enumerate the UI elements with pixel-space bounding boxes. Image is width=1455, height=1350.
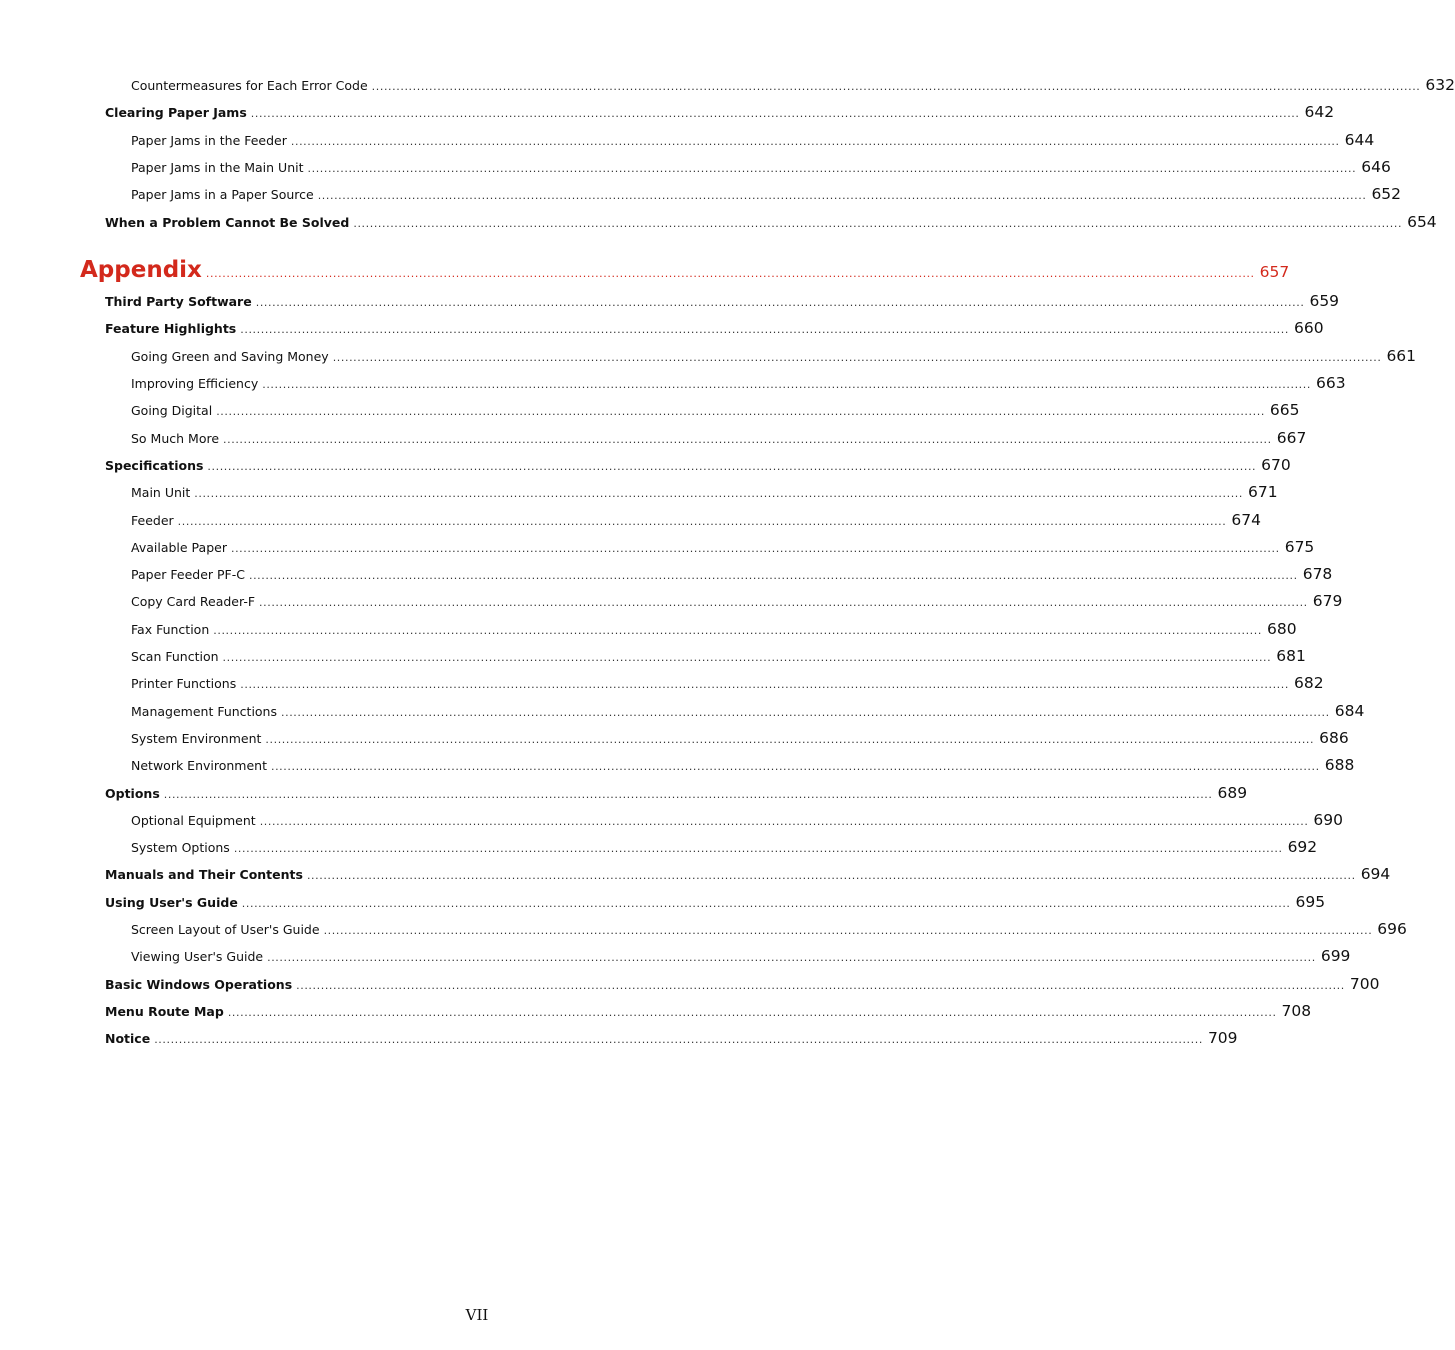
toc-section[interactable]	[0, 319, 1324, 339]
dot-leader: ................................................................................................................................................................................................................................................................	[223, 432, 1272, 446]
toc-section[interactable]	[0, 974, 1380, 995]
toc-subsection[interactable]	[0, 537, 1315, 558]
dot-leader: ................................................................................................................................................................................................................................................................	[332, 350, 1382, 364]
toc-entry[interactable]	[105, 1001, 1312, 1020]
toc-entry-page-number[interactable]: 671	[1248, 483, 1278, 502]
toc-entry[interactable]	[131, 346, 1417, 365]
toc-entry-title[interactable]: Appendix	[80, 256, 202, 283]
toc-entry-title[interactable]: When a Problem Cannot Be Solved	[105, 214, 350, 230]
toc-section[interactable]	[0, 783, 1248, 804]
toc-entry-title[interactable]: Scan Function	[131, 649, 219, 664]
toc-entry[interactable]	[131, 647, 1306, 665]
dot-leader: ................................................................................................................................................................................................................................................................	[371, 80, 1421, 93]
toc-entry[interactable]	[131, 510, 1261, 529]
toc-entry-title[interactable]: Printer Functions	[131, 676, 237, 692]
toc-subsection[interactable]	[0, 947, 1351, 967]
toc-entry-page-number[interactable]: 700	[1349, 974, 1380, 993]
dot-leader: ................................................................................................................................................................................................................................................................	[222, 651, 1272, 664]
toc-subsection[interactable]	[0, 346, 1417, 367]
dot-leader: ................................................................................................................................................................................................................................................................	[227, 1005, 1277, 1019]
toc-entry-page-number[interactable]: 688	[1324, 756, 1355, 775]
toc-subsection[interactable]	[0, 619, 1297, 640]
toc-subsection[interactable]	[0, 185, 1402, 205]
toc-entry-title[interactable]: Clearing Paper Jams	[105, 105, 247, 121]
toc-entry-page-number[interactable]: 663	[1315, 374, 1346, 392]
dot-leader: ................................................................................................................................................................................................................................................................	[250, 107, 1300, 121]
dot-leader: ................................................................................................................................................................................................................................................................	[207, 459, 1257, 473]
toc-entry-page-number[interactable]: 674	[1231, 510, 1261, 529]
toc-entry-title[interactable]: Paper Jams in the Feeder	[131, 132, 287, 148]
toc-entry-page-number[interactable]: 692	[1287, 838, 1318, 857]
toc-entry-title[interactable]: Copy Card Reader-F	[131, 594, 256, 610]
dot-leader: ................................................................................................................................................................................................................................................................	[323, 924, 1373, 937]
toc-subsection[interactable]	[0, 130, 1375, 151]
toc-entry[interactable]	[131, 920, 1407, 938]
toc-entry-title[interactable]: Countermeasures for Each Error Code	[131, 78, 368, 93]
toc-entry-page-number[interactable]: 646	[1361, 157, 1391, 176]
toc-entry-page-number[interactable]: 709	[1207, 1029, 1238, 1048]
dot-leader: ................................................................................................................................................................................................................................................................	[241, 896, 1291, 910]
toc-section[interactable]	[0, 103, 1335, 123]
page-number: VII	[465, 1306, 489, 1324]
dot-leader: ................................................................................................................................................................................................................................................................	[213, 623, 1262, 637]
toc-subsection[interactable]	[0, 510, 1261, 531]
toc-entry-title[interactable]: Notice	[105, 1031, 151, 1047]
toc-section[interactable]	[0, 292, 1340, 312]
toc-subsection[interactable]	[0, 157, 1391, 178]
dot-leader: ................................................................................................................................................................................................................................................................	[177, 514, 1227, 528]
toc-entry-page-number[interactable]: 670	[1261, 455, 1291, 474]
toc-entry-page-number[interactable]: 678	[1302, 565, 1333, 584]
toc-entry[interactable]	[131, 428, 1307, 447]
toc-entry-title[interactable]: Using User's Guide	[105, 894, 238, 910]
dot-leader: ................................................................................................................................................................................................................................................................	[265, 732, 1315, 746]
toc-subsection[interactable]	[0, 483, 1278, 503]
toc-subsection[interactable]	[0, 76, 1455, 96]
dot-leader: ................................................................................................................................................................................................................................................................	[240, 678, 1289, 692]
toc-entry-title[interactable]: Available Paper	[131, 539, 227, 555]
toc-entry[interactable]	[131, 728, 1349, 747]
toc-subsection[interactable]	[0, 428, 1307, 449]
dot-leader: ................................................................................................................................................................................................................................................................	[259, 596, 1308, 610]
toc-entry-page-number[interactable]: 681	[1276, 647, 1306, 665]
toc-entry-page-number[interactable]: 695	[1295, 892, 1326, 911]
dot-leader: ................................................................................................................................................................................................................................................................	[306, 869, 1356, 883]
toc-entry-page-number[interactable]: 680	[1266, 619, 1297, 638]
toc-entry[interactable]	[131, 537, 1315, 556]
dot-leader: ................................................................................................................................................................................................................................................................	[317, 189, 1367, 203]
toc-entry-title[interactable]: Main Unit	[131, 485, 191, 501]
dot-leader: ................................................................................................................................................................................................................................................................	[267, 951, 1316, 965]
dot-leader: ................................................................................................................................................................................................................................................................	[154, 1033, 1203, 1047]
toc-entry-title[interactable]: Feeder	[131, 512, 174, 528]
toc-entry[interactable]	[105, 212, 1437, 231]
toc-entry[interactable]	[131, 374, 1346, 392]
toc-entry[interactable]	[105, 783, 1248, 802]
toc-subsection[interactable]	[0, 592, 1343, 612]
toc-entry-title[interactable]: System Options	[131, 840, 230, 856]
toc-entry[interactable]	[105, 319, 1324, 338]
toc-entry-page-number[interactable]: 675	[1284, 537, 1315, 556]
toc-entry[interactable]	[131, 838, 1318, 857]
toc-entry[interactable]	[131, 130, 1375, 149]
toc-subsection[interactable]	[0, 920, 1407, 940]
toc-entry[interactable]	[105, 455, 1291, 474]
toc-subsection[interactable]	[0, 674, 1324, 694]
toc-entry-page-number[interactable]: 660	[1293, 319, 1324, 338]
toc-entry-title[interactable]: Menu Route Map	[105, 1003, 224, 1019]
toc-entry-page-number[interactable]: 642	[1304, 103, 1335, 122]
toc-entry[interactable]	[131, 619, 1297, 638]
dot-leader: ................................................................................................................................................................................................................................................................	[216, 405, 1265, 419]
toc-entry-title[interactable]: Fax Function	[131, 621, 210, 637]
dot-leader: ................................................................................................................................................................................................................................................................	[259, 814, 1309, 828]
toc-entry-page-number[interactable]: 657	[1259, 262, 1290, 281]
toc-entry-page-number[interactable]: 659	[1309, 292, 1340, 311]
toc-entry[interactable]	[131, 756, 1355, 775]
dot-leader: ................................................................................................................................................................................................................................................................	[307, 161, 1357, 175]
toc-entry-page-number[interactable]: 708	[1281, 1001, 1312, 1020]
toc-entry[interactable]	[131, 401, 1300, 420]
toc-entry-page-number[interactable]: 679	[1312, 592, 1343, 611]
toc-entry-title[interactable]: Third Party Software	[105, 294, 252, 310]
toc-entry[interactable]	[105, 892, 1326, 911]
toc-subsection[interactable]	[0, 374, 1346, 394]
toc-entry-page-number[interactable]: 682	[1293, 674, 1324, 693]
toc-subsection[interactable]	[0, 401, 1300, 421]
toc-entry[interactable]	[131, 185, 1402, 204]
toc-entry-page-number[interactable]: 632	[1425, 76, 1455, 94]
toc-entry[interactable]	[131, 483, 1278, 502]
toc-entry[interactable]	[131, 701, 1365, 720]
toc-entry-title[interactable]: Management Functions	[131, 703, 277, 719]
dot-leader: ................................................................................................................................................................................................................................................................	[194, 487, 1243, 501]
toc-entry-page-number[interactable]: 644	[1344, 130, 1375, 149]
toc-entry-title[interactable]: Screen Layout of User's Guide	[131, 922, 320, 937]
toc-entry-title[interactable]: System Environment	[131, 730, 262, 746]
toc-entry-title[interactable]: Specifications	[105, 457, 204, 473]
toc-entry-title[interactable]: Network Environment	[131, 758, 267, 774]
dot-leader: ................................................................................................................................................................................................................................................................	[353, 216, 1403, 230]
dot-leader: ................................................................................................................................................................................................................................................................	[248, 569, 1298, 583]
dot-leader: ................................................................................................................................................................................................................................................................	[233, 842, 1283, 856]
toc-entry-title[interactable]: Options	[105, 785, 160, 801]
toc-entry-title[interactable]: Viewing User's Guide	[131, 949, 264, 965]
toc-entry-page-number[interactable]: 667	[1276, 428, 1307, 447]
dot-leader: ................................................................................................................................................................................................................................................................	[163, 787, 1213, 801]
dot-leader: ................................................................................................................................................................................................................................................................	[205, 266, 1255, 280]
toc-entry[interactable]	[105, 974, 1380, 993]
toc-entry-page-number[interactable]: 654	[1407, 212, 1437, 231]
toc-chapter[interactable]	[0, 256, 1290, 283]
toc-section[interactable]	[0, 865, 1391, 885]
toc-entry-title[interactable]: Paper Jams in a Paper Source	[131, 187, 314, 203]
toc-entry-page-number[interactable]: 694	[1360, 865, 1391, 884]
toc-section[interactable]	[0, 1029, 1238, 1049]
toc-subsection[interactable]	[0, 565, 1333, 585]
toc-entry-page-number[interactable]: 689	[1217, 783, 1248, 802]
toc-entry[interactable]	[131, 76, 1455, 94]
toc-entry-title[interactable]: Manuals and Their Contents	[105, 867, 303, 883]
toc-subsection[interactable]	[0, 647, 1306, 667]
toc-section[interactable]	[0, 892, 1326, 913]
toc-entry-page-number[interactable]: 652	[1371, 185, 1402, 204]
toc-entry[interactable]	[105, 292, 1340, 311]
toc-subsection[interactable]	[0, 756, 1355, 776]
toc-entry-title[interactable]: Paper Feeder PF-C	[131, 567, 245, 583]
toc-section[interactable]	[0, 455, 1291, 476]
toc-entry-page-number[interactable]: 686	[1319, 728, 1349, 747]
dot-leader: ................................................................................................................................................................................................................................................................	[255, 296, 1305, 310]
toc-subsection[interactable]	[0, 701, 1365, 722]
toc-entry[interactable]	[131, 592, 1343, 611]
toc-entry-page-number[interactable]: 699	[1320, 947, 1351, 966]
toc-entry-title[interactable]: Basic Windows Operations	[105, 976, 293, 992]
toc-entry[interactable]	[131, 810, 1344, 829]
toc-subsection[interactable]	[0, 838, 1318, 858]
toc-entry[interactable]	[105, 103, 1335, 122]
toc-entry-title[interactable]: Paper Jams in the Main Unit	[131, 159, 304, 175]
toc-entry-page-number[interactable]: 661	[1386, 346, 1417, 365]
toc-entry[interactable]	[105, 1029, 1238, 1048]
toc-section[interactable]	[0, 1001, 1312, 1022]
toc-subsection[interactable]	[0, 810, 1344, 831]
toc-section[interactable]	[0, 212, 1437, 233]
dot-leader: ................................................................................................................................................................................................................................................................	[290, 134, 1340, 148]
toc-entry-page-number[interactable]: 696	[1377, 920, 1407, 938]
toc-subsection[interactable]	[0, 728, 1349, 749]
dot-leader: ................................................................................................................................................................................................................................................................	[296, 978, 1345, 992]
dot-leader: ................................................................................................................................................................................................................................................................	[262, 378, 1311, 391]
toc-entry-page-number[interactable]: 690	[1313, 810, 1344, 829]
toc-entry-title[interactable]: Feature Highlights	[105, 321, 237, 337]
dot-leader: ................................................................................................................................................................................................................................................................	[281, 705, 1330, 719]
toc-entry[interactable]	[105, 865, 1391, 884]
toc-entry[interactable]	[131, 565, 1333, 584]
toc-entry[interactable]	[131, 674, 1324, 693]
toc-entry-page-number[interactable]: 684	[1334, 701, 1365, 720]
toc-entry-title[interactable]: Going Digital	[131, 403, 213, 419]
dot-leader: ................................................................................................................................................................................................................................................................	[270, 760, 1320, 774]
dot-leader: ................................................................................................................................................................................................................................................................	[230, 541, 1280, 555]
toc-entry[interactable]	[131, 157, 1391, 176]
dot-leader: ................................................................................................................................................................................................................................................................	[240, 323, 1289, 337]
toc-entry[interactable]	[80, 256, 1290, 283]
toc-entry-title[interactable]: Going Green and Saving Money	[131, 348, 329, 364]
toc-entry-title[interactable]: Improving Efficiency	[131, 376, 259, 391]
toc-entry[interactable]	[131, 947, 1351, 966]
toc-entry-page-number[interactable]: 665	[1269, 401, 1300, 420]
toc-entry-title[interactable]: So Much More	[131, 430, 220, 446]
toc-entry-title[interactable]: Optional Equipment	[131, 812, 256, 828]
